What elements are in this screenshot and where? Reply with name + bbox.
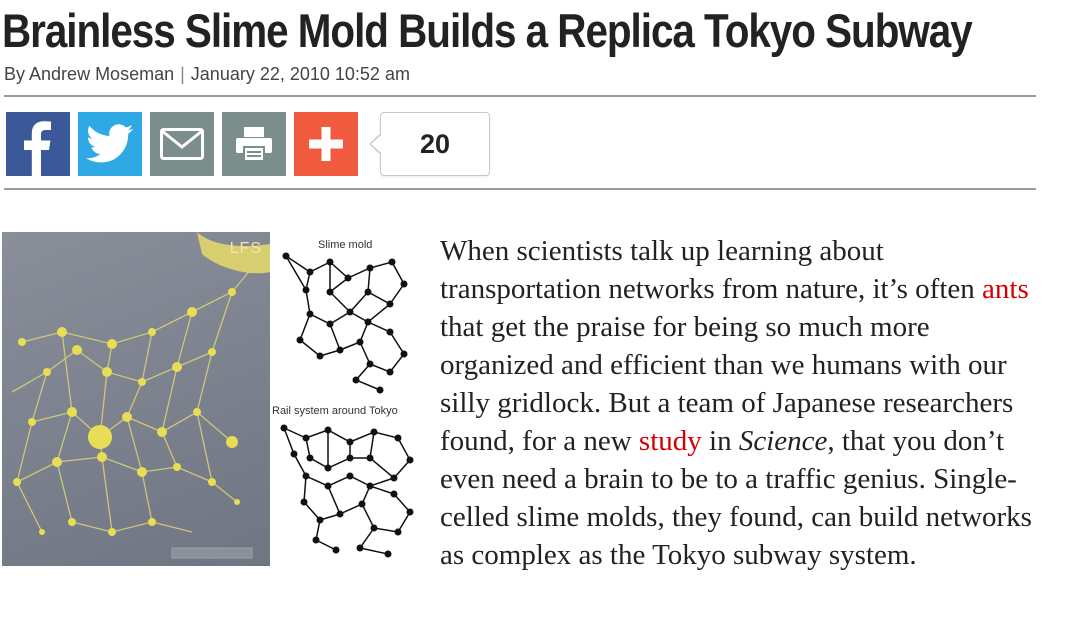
byline [4, 64, 410, 85]
figure-spacer [2, 232, 440, 566]
divider-top [4, 95, 1036, 97]
envelope-icon [160, 128, 204, 160]
publish-date: January 22, 2010 10:52 am [190, 64, 410, 84]
email-share-button[interactable] [150, 112, 214, 176]
article-body [2, 232, 1038, 574]
author-link[interactable]: Andrew Moseman [29, 64, 175, 84]
share-count-pointer-fill [371, 134, 382, 154]
plus-icon [309, 127, 343, 161]
diagram-label-slime-mold: Slime mold [318, 239, 373, 251]
print-button[interactable] [222, 112, 286, 176]
twitter-icon [86, 124, 134, 164]
facebook-icon [6, 112, 70, 176]
share-count: 20 [380, 112, 490, 176]
body-text-4: , that you don’t even need a brain to be to a traffic genius. Single-celled slime molds, they found, can build networks as complex as the Tokyo subway system. [440, 425, 1032, 571]
ants-link[interactable]: ants [982, 273, 1029, 305]
science-journal-name: Science [738, 425, 828, 457]
photo-watermark: LFS [229, 240, 262, 257]
facebook-share-button[interactable] [6, 112, 70, 176]
body-text-1: When scientists talk up learning about transportation networks from nature, it’s often [440, 235, 983, 305]
article-title: Brainless Slime Mold Builds a Replica Tokyo Subway [2, 4, 972, 57]
divider-bottom [4, 188, 1036, 190]
diagram-label-rail-system: Rail system around Tokyo [272, 405, 398, 417]
more-share-button[interactable] [294, 112, 358, 176]
byline-separator: | [180, 64, 185, 84]
byline-prefix: By [4, 64, 26, 84]
study-link[interactable]: study [638, 425, 702, 457]
body-text-2: that get the praise for being so much more organized and efficient than we humans with our silly gridlock. But a team of Japanese researchers found, for a new [440, 311, 1014, 457]
printer-icon [234, 125, 274, 163]
body-text-3: in [701, 425, 739, 457]
twitter-share-button[interactable] [78, 112, 142, 176]
